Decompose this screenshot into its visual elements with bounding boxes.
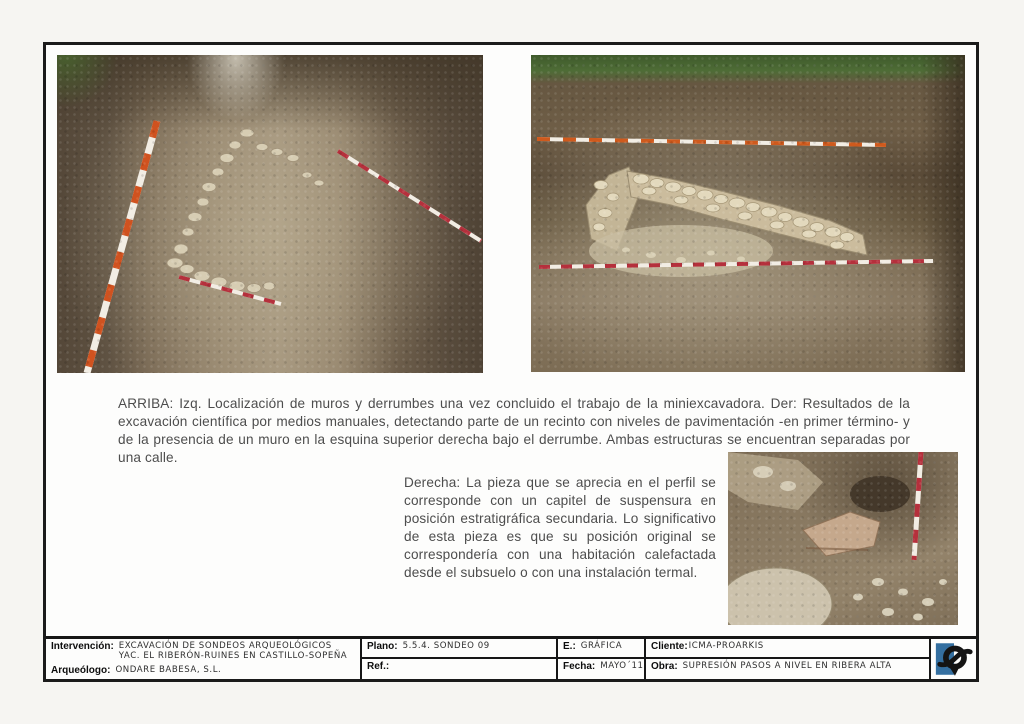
arqueologo-label: Arqueólogo: — [51, 665, 111, 676]
photo-left-trench — [57, 55, 483, 373]
field-escala — [558, 639, 646, 659]
pavement-level — [589, 225, 773, 277]
caption-arriba: ARRIBA: Izq. Localización de muros y derrumbes una vez concluido el trabajo de la miniexcavadora. Der: Resultados de la excavación científica por medios manuales, detectando parte de un recinto con niveles de pavimentación -en primer término- y de la presencia de un muro en la esquina superior derecha bajo el derrumbe. Ambas estructuras se encuentran separadas por una calle. — [118, 395, 910, 465]
arqueologo-value: ONDARE BABESA, S.L. — [115, 665, 222, 675]
intervencion-value-line2: YAC. EL RIBERÓN-RUINES EN CASTILLO-SOPEÑA — [118, 650, 348, 661]
logo-cell — [931, 639, 976, 679]
field-obra — [646, 659, 931, 679]
boulder — [728, 568, 832, 625]
ref-label: Ref.: — [367, 661, 390, 672]
escala-value: GRÁFICA — [580, 641, 623, 651]
stone-rubble — [167, 129, 324, 293]
capitel-slab — [803, 512, 880, 556]
rock-outcrop — [728, 452, 823, 510]
fecha-value: MAYO´11 — [600, 661, 644, 671]
plan-sheet — [43, 42, 979, 682]
escala-label: E.: — [563, 641, 576, 652]
dark-cavity — [850, 476, 910, 512]
field-ref — [362, 659, 558, 679]
ranging-pole — [87, 121, 157, 373]
field-plano — [362, 639, 558, 659]
field-intervencion — [51, 641, 347, 662]
cliente-label: Cliente: — [651, 641, 688, 652]
survey-tape-center — [179, 277, 281, 304]
cliente-value: ICMA-PROARKIS — [688, 641, 764, 651]
obra-value: SUPRESIÓN PASOS A NIVEL EN RIBERA ALTA — [682, 661, 892, 671]
intervencion-value-line1: EXCAVACIÓN DE SONDEOS ARQUEOLÓGICOS — [118, 641, 332, 651]
photo-left-overlay — [57, 55, 483, 373]
company-logo-icon — [933, 642, 975, 677]
plano-value: 5.5.4. SONDEO 09 — [402, 641, 490, 651]
photo-detail-capitel — [728, 452, 958, 625]
field-fecha — [558, 659, 646, 679]
survey-tape-upper — [537, 139, 886, 145]
survey-tape-right — [338, 151, 481, 241]
titleblock — [46, 636, 976, 679]
photo-detail-overlay — [728, 452, 958, 625]
field-arqueologo — [51, 665, 221, 677]
intervencion-value — [119, 641, 347, 662]
intervencion-label: Intervención: — [51, 641, 114, 652]
caption-derecha: Derecha: La pieza que se aprecia en el perfil se corresponde con un capitel de suspensura en posición estratigráfica secundaria. Lo significativo de esta pieza es que su posición original se correspondería con una habitación calefactada desde el subsuelo o con una instalación termal. — [404, 474, 716, 580]
field-intervencion-arqueologo — [46, 639, 362, 679]
fecha-label: Fecha: — [563, 661, 596, 672]
photo-right-excavation — [531, 55, 965, 372]
photo-right-overlay — [531, 55, 965, 372]
obra-label: Obra: — [651, 661, 678, 672]
ranging-pole — [914, 452, 921, 560]
pebbles — [853, 578, 947, 621]
field-cliente — [646, 639, 931, 659]
plano-label: Plano: — [367, 641, 398, 652]
